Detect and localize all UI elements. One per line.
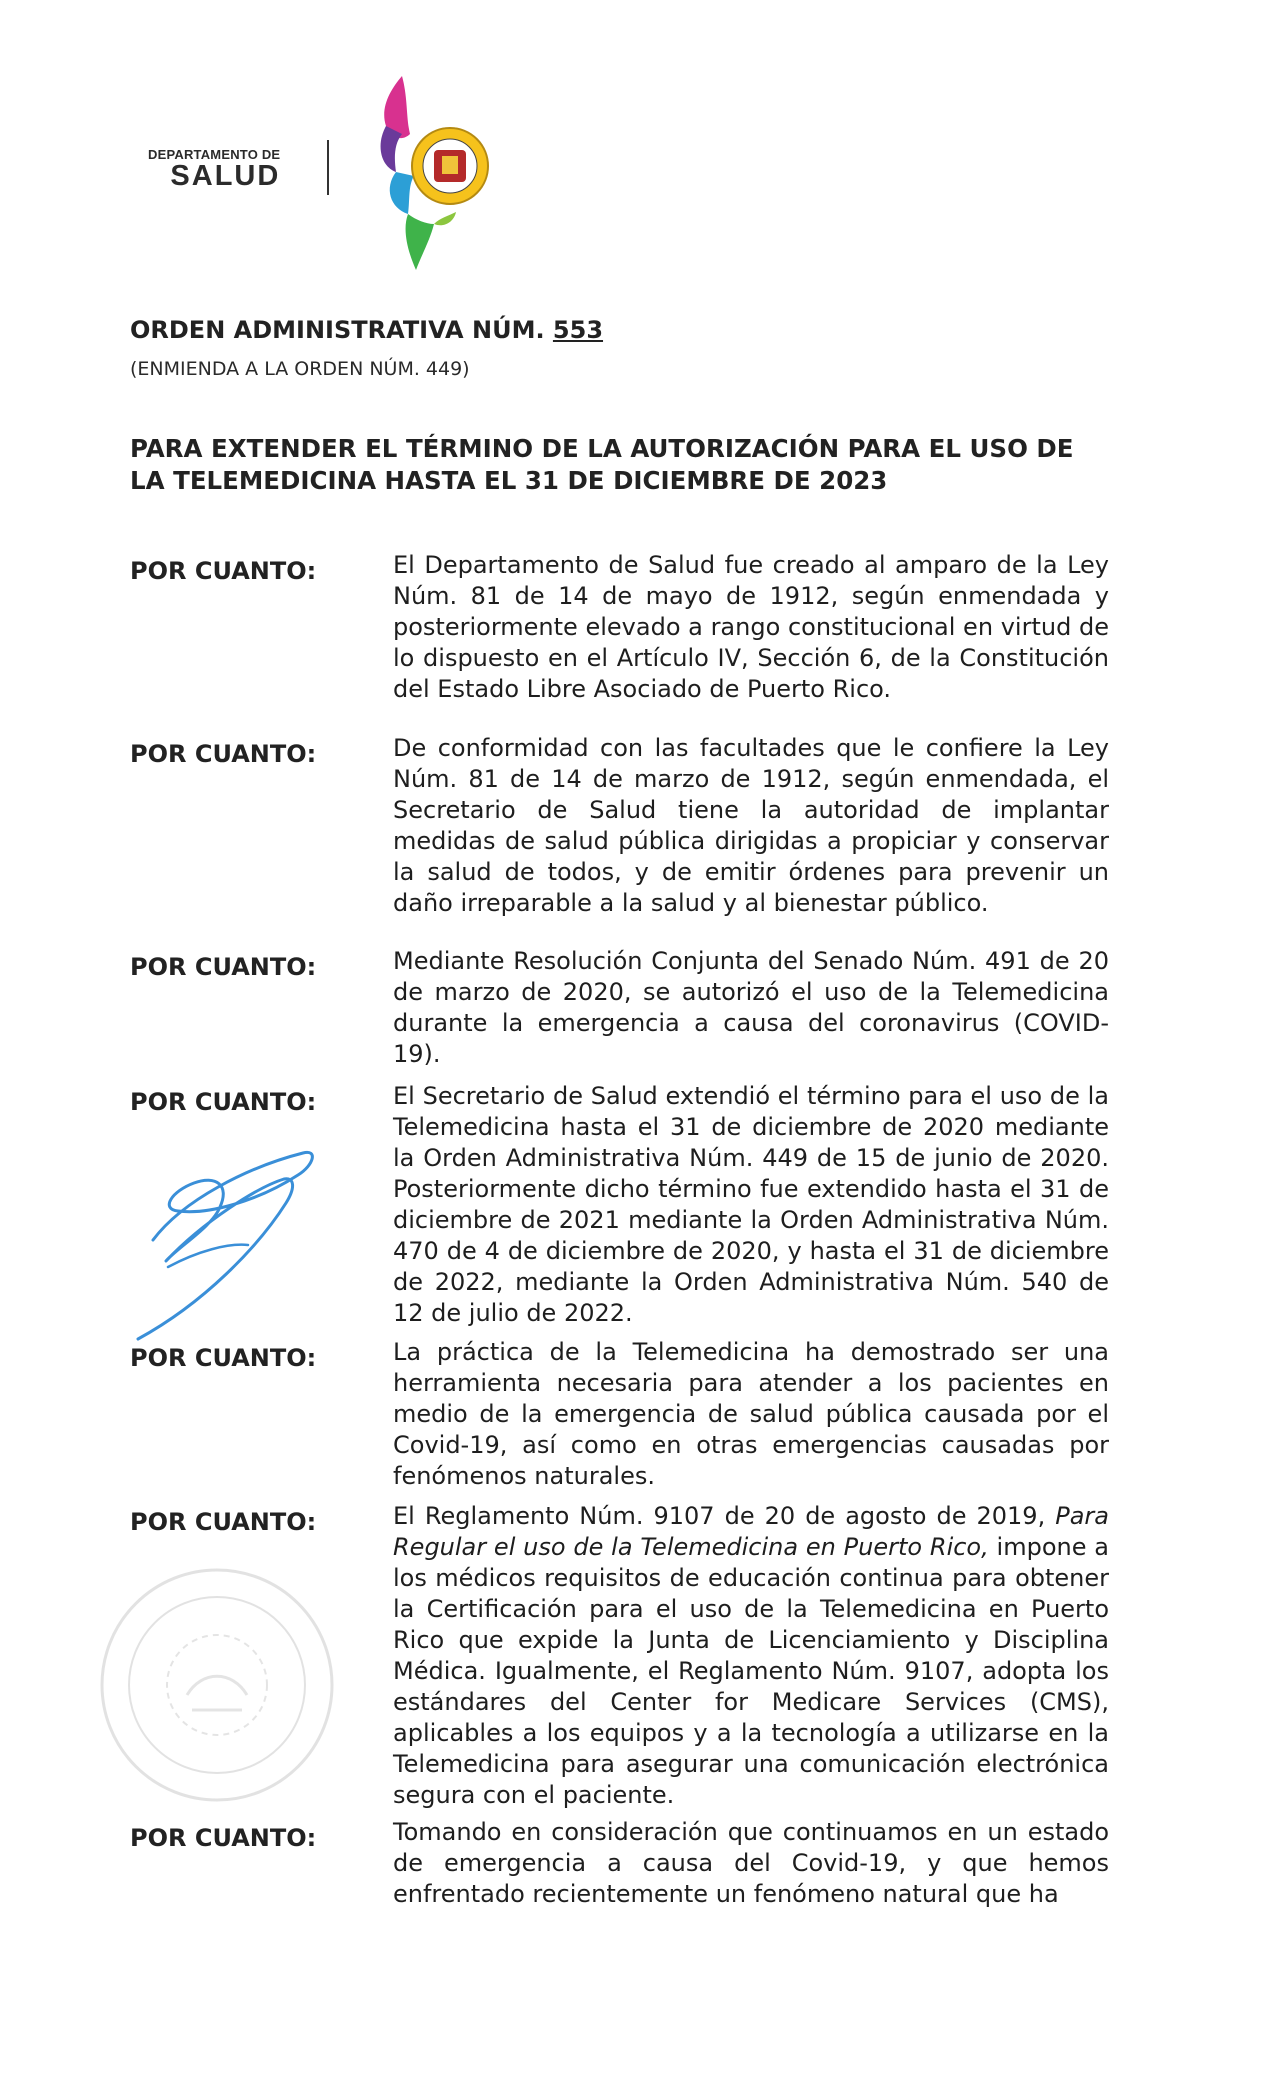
clause-text: De conformidad con las facultades que le confiere la Ley Núm. 81 de 14 de marzo de 1912, según enmendada, el Secretario de Salud tiene la autoridad de implantar medidas de salud pública dirigidas a propiciar y conservar la salud de todos, y de emitir órdenes para prevenir un daño irreparable a la salud y al bienestar público.	[393, 734, 1109, 917]
logo-divider	[327, 140, 329, 195]
order-title-prefix: ORDEN ADMINISTRATIVA NÚM.	[130, 316, 545, 344]
department-name: SALUD	[170, 160, 281, 192]
clause-label: POR CUANTO:	[130, 740, 317, 768]
order-subject-line-2: LA TELEMEDICINA HASTA EL 31 DE DICIEMBRE DE 2023	[130, 466, 888, 495]
department-wordmark	[148, 147, 280, 190]
order-subject-line-1: PARA EXTENDER EL TÉRMINO DE LA AUTORIZACIÓN PARA EL USO DE	[130, 434, 1074, 463]
clause-label: POR CUANTO:	[130, 953, 317, 981]
order-number: 553	[552, 316, 604, 344]
embossed-seal-icon	[92, 1560, 342, 1810]
regulation-title: Para Regular el uso de la Telemedicina en Puerto Rico,	[393, 1502, 1109, 1561]
department-label: DEPARTAMENTO DE	[148, 147, 281, 162]
clause-text: La práctica de la Telemedicina ha demostrado ser una herramienta necesaria para atender a los pacientes en medio de la emergencia de salud pública causada por el Covid-19, así como en otras emergencias causadas por fenómenos naturales.	[393, 1338, 1109, 1490]
clause-label: POR CUANTO:	[130, 1088, 317, 1116]
order-subject	[130, 433, 1130, 497]
clause-text: El Departamento de Salud fue creado al amparo de la Ley Núm. 81 de 14 de mayo de 1912, según enmendada y posteriormente elevado a rango constitucional en virtud de lo dispuesto en el Artículo IV, Sección 6, de la Constitución del Estado Libre Asociado de Puerto Rico.	[393, 551, 1109, 703]
clause-label: POR CUANTO:	[130, 1344, 317, 1372]
clause-text	[393, 1501, 1109, 1811]
order-amends-line: (ENMIENDA A LA ORDEN NÚM. 449)	[130, 358, 470, 380]
clause-text: El Secretario de Salud extendió el término para el uso de la Telemedicina hasta el 31 de diciembre de 2020 mediante la Orden Administrativa Núm. 449 de 15 de junio de 2020. Posteriormente dicho término fue extendido hasta el 31 de diciembre de 2021 mediante la Orden Administrativa Núm. 470 de 4 de diciembre de 2020, y hasta el 31 de diciembre de 2022, mediante la Orden Administrativa Núm. 540 de 12 de julio de 2022.	[393, 1082, 1109, 1327]
clause-text-after: impone a los médicos requisitos de educación continua para obtener la Certificación para el uso de la Telemedicina en Puerto Rico que expide la Junta de Licenciamiento y Disciplina Médica. Igualmente, el Reglamento Núm. 9107, adopta los estándares del Center for Medicare Services (CMS), aplicables a los equipos y a la tecnología a utilizarse en la Telemedicina para asegurar una comunicación electrónica segura con el paciente.	[393, 1533, 1110, 1809]
clause-text: Mediante Resolución Conjunta del Senado Núm. 491 de 20 de marzo de 2020, se autorizó el uso de la Telemedicina durante la emergencia a causa del coronavirus (COVID-19).	[393, 947, 1109, 1068]
signature-initials-icon	[108, 1125, 323, 1345]
clause-text: Tomando en consideración que continuamos en un estado de emergencia a causa del Covid-19, y que hemos enfrentado recientemente un fenómeno natural que ha	[393, 1818, 1109, 1908]
clause-label: POR CUANTO:	[130, 1508, 317, 1536]
clause-text-before: El Reglamento Núm. 9107 de 20 de agosto de 2019,	[393, 1502, 1056, 1530]
order-title	[130, 316, 603, 344]
clause-label: POR CUANTO:	[130, 1824, 317, 1852]
salud-emblem-icon	[350, 68, 500, 278]
clause-label: POR CUANTO:	[130, 557, 317, 585]
